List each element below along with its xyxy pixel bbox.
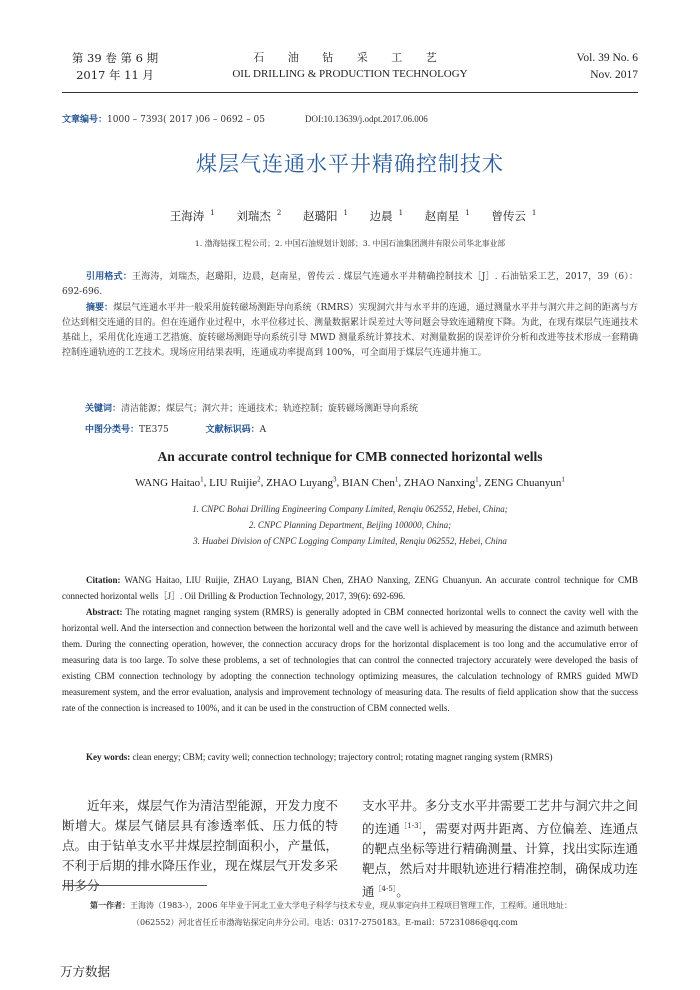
affiliation-en: 1. CNPC Bohai Drilling Engineering Company Limited, Renqiu 062552, Hebei, China; [192, 504, 508, 514]
affiliations-cn: 1. 渤海钻探工程公司；2. 中国石油规划计划部；3. 中国石油集团测井有限公司华北事业部 [194, 239, 506, 248]
citation-ref[interactable]: ［1-3］ [400, 822, 423, 830]
keywords-en-text: clean energy; CBM; cavity well; connection technology; trajectory control; rotating magnet ranging system (RMRS) [132, 752, 553, 762]
citation-en [62, 572, 638, 604]
journal-name-en: OIL DRILLING & PRODUCTION TECHNOLOGY [232, 68, 468, 80]
author-en: ZHAO Luyang$^3$ [266, 475, 337, 489]
clc-code: TE375 [139, 425, 169, 435]
footnote-line2: （062552）河北省任丘市渤海钻探定向井分公司。电话：0317-2750183。E-mail：57231086@qq.com [132, 918, 518, 927]
abstract-cn [62, 301, 638, 361]
author: 曾传云 $^1$ [491, 209, 537, 223]
keywords-cn [85, 401, 418, 414]
author-en: ZHAO Nanxing$^1$ [403, 475, 479, 489]
keywords-en-label: Key words: [86, 752, 131, 762]
doc-code-label: 文献标识码： [205, 425, 260, 435]
keywords-label: 关键词： [85, 404, 122, 414]
citation-en-label: Citation: [86, 575, 121, 585]
abstract-en [62, 604, 638, 716]
classification [85, 422, 266, 435]
author-list-cn [0, 208, 700, 224]
body-left-column: 近年来，煤层气作为清洁型能源，开发力度不断增大。煤层气储层具有渗透率低、压力低的特点。由于钻单支水平井煤层控制面积小，产量低，不利于后期的排水降压作业，现在煤层气开发多采用多分 [62, 798, 338, 893]
abstract-text: 煤层气连通水平井一般采用旋转磁场测距导向系统（RMRS）实现洞穴井与水平井的连通，通过测量水平井与洞穴井之间的距离与方位达到相交连通的目的。但在连通作业过程中，水平位移过长、测量数据累计误差过大等问题会导致连通精度下降。为此，在现有煤层气连通技术基础上，采用优化连通工艺措施、旋转磁场测距导向系统引导 MWD 测量系统计算技术、对测量数据的误差评价分析和改进等技术形成一套精确控制连通轨迹的工艺技术。现场应用结果表明，连通成功率提高到 100%，可全面用于煤层气连通井施工。 [62, 303, 639, 358]
journal-name-cn: 石 油 钻 采 工 艺 [253, 51, 447, 64]
affiliation-en: 2. CNPC Planning Department, Beijing 100000, China; [248, 520, 452, 530]
clc-label: 中图分类号： [85, 425, 140, 435]
header-rule [62, 92, 638, 93]
footnote-line1: 第一作者：王海涛（1983-），2006 年毕业于河北工业大学电子科学与技术专业，现从事定向井工程项目管理工作，工程师。通讯地址： [90, 901, 572, 910]
volume-issue: 第 39 卷 第 6 期 [71, 51, 159, 65]
article-number: 1000 – 7393( 2017 )06 – 0692 – 05 [107, 115, 265, 125]
author: 赵璐阳 $^1$ [302, 209, 348, 223]
journal-name [230, 50, 470, 82]
article-number-label: 文章编号： [62, 115, 108, 125]
author: 赵南星 $^1$ [424, 209, 470, 223]
footnote [90, 897, 638, 931]
citation-text: 王海涛，刘瑞杰，赵璐阳，边晨，赵南星，曾传云 . 煤层气连通水平井精确控制技术［J］. 石油钻采工艺，2017，39（6）：692-696. [62, 272, 638, 297]
affiliation-en: 3. Huabei Division of CNPC Logging Company Limited, Renqiu 062552, Hebei, China [193, 536, 507, 546]
body-right-column: 支水平井。多分支水平井需要工艺井与洞穴井之间的连通$^{[1-3]}$，需要对两井距离、方位偏差、连通点的靶点坐标等进行精确测量、计算，找出实际连通靶点，然后对井眼轨迹进行精准控制，确保成功连通$^{[4-5]}$。 [362, 798, 638, 900]
issue-info [70, 50, 160, 84]
abstract-en-label: Abstract: [86, 607, 123, 617]
citation-cn [62, 270, 638, 300]
watermark: 万方数据 [60, 964, 111, 979]
author-en: LIU Ruijie$^2$ [209, 475, 261, 489]
keywords-en [62, 749, 638, 765]
author-list-en: WANG Haitao$^1$, LIU Ruijie$^2$, ZHAO Luyang$^3$, BIAN Chen$^1$, ZHAO Nanxing$^1$, ZENG Chuanyun$^1$ [135, 475, 565, 489]
citation-ref[interactable]: ［4-5］ [374, 885, 397, 894]
footnote-rule [62, 885, 207, 886]
author: 边晨 $^1$ [369, 209, 404, 223]
paper-title-cn: 煤层气连通水平井精确控制技术 [196, 152, 504, 176]
doi[interactable]: DOI:10.13639/j.odpt.2017.06.006 [304, 114, 428, 124]
author-en: ZENG Chuanyun$^1$ [484, 475, 565, 489]
author-en: WANG Haitao$^1$ [135, 475, 204, 489]
volume-issue-en: Vol. 39 No. 6 [576, 52, 638, 64]
author: 刘瑞杰 $^2$ [236, 209, 282, 223]
issue-date-en: Nov. 2017 [590, 69, 638, 81]
abstract-label: 摘要： [86, 303, 114, 313]
author: 王海涛 $^1$ [169, 209, 215, 223]
issue-date: 2017 年 11 月 [76, 68, 154, 82]
paper-title-en: An accurate control technique for CMB connected horizontal wells [157, 449, 543, 464]
article-meta [62, 112, 428, 125]
keywords-text: 清洁能源；煤层气；洞穴井；连通技术；轨迹控制；旋转磁场测距导向系统 [121, 404, 419, 414]
issue-info-en [577, 50, 638, 84]
doc-code: A [259, 425, 267, 435]
citation-en-text: WANG Haitao, LIU Ruijie, ZHAO Luyang, BIAN Chen, ZHAO Nanxing, ZENG Chuanyun. An accurate control technique for CMB connected horizontal wells［J］. Oil Drilling & Production Technology, 2017, 39(6): 692-696. [62, 575, 638, 601]
author-en: BIAN Chen$^1$ [342, 475, 399, 489]
abstract-en-text: The rotating magnet ranging system (RMRS) is generally adopted in CBM connected horizontal wells to connect the cavity well with the horizontal well. And the intersection and connection between the horizontal well and the cave well is achieved by measuring the distance and azimuth between them. During the connecting operation, however, the connection accuracy drops for the horizontal displacement is too long and the accumulative error of measuring data is too large. To solve these problems, a set of technologies that can control the connected trajectory accurately were developed the basis of existing CBM connection technology by adopting the connection technology optimizing measures, the calculation technology of RMRS guided MWD measurement system, and the error evaluation, analysis and improvement technology of measuring data. The results of field application show that the success rate of the connection is increased to 100%, and it can be used in the construction of CBM connected wells. [62, 607, 638, 713]
citation-label: 引用格式： [86, 272, 133, 282]
